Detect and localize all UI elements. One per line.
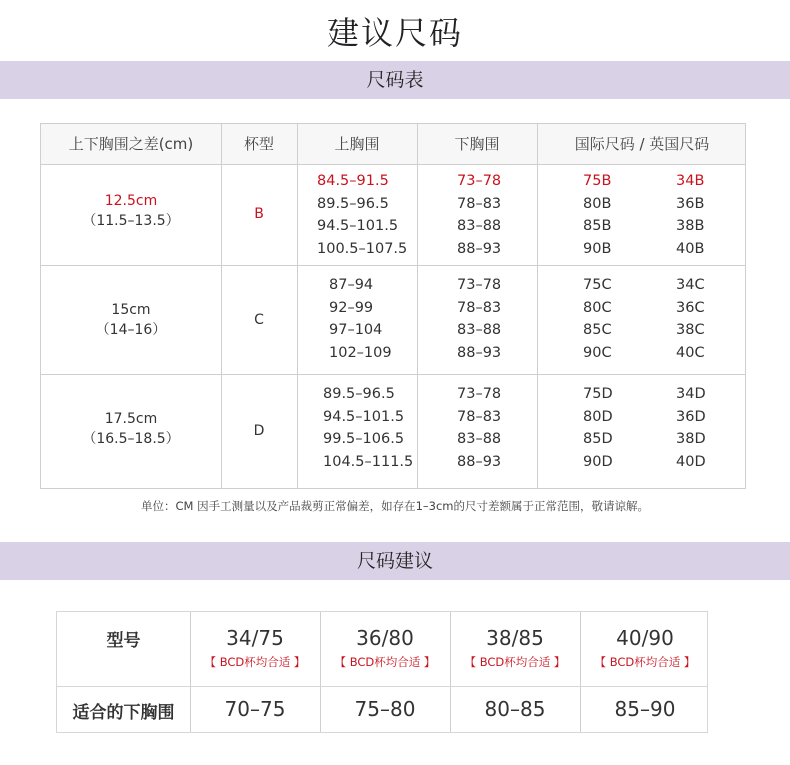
list-item: 83–88 (457, 218, 502, 234)
list-item: 87–94 (329, 277, 374, 293)
upper-bust-list (317, 170, 407, 260)
list-item: 80D (583, 408, 613, 425)
underbust-row (57, 686, 707, 732)
bust-diff-cell (41, 409, 221, 449)
underbust-label: 适合的下胸围 (72, 703, 175, 723)
cup-fit-note: 【 BCD杯均合适 】 (204, 655, 306, 669)
list-item: 84.5–91.5 (317, 173, 389, 189)
list-item: 80B (583, 195, 612, 212)
header-bust-diff: 上下胸围之差(cm) (68, 135, 194, 153)
bust-diff-range: （16.5–18.5） (82, 431, 180, 447)
bust-diff-range: （14–16） (95, 322, 167, 338)
list-item: 99.5–106.5 (323, 431, 405, 447)
list-item: 104.5–111.5 (323, 453, 414, 470)
size-recommend-table (56, 611, 708, 733)
header-intl-uk-size: 国际尺码 / 英国尺码 (574, 135, 710, 153)
list-item: 89.5–96.5 (323, 386, 395, 402)
cup-fit-note: 【 BCD杯均合适 】 (594, 655, 696, 669)
list-item: 94.5–101.5 (323, 408, 405, 425)
list-item: 85C (583, 322, 612, 338)
list-item: 38B (676, 218, 705, 234)
size-group-d (41, 375, 745, 488)
measurement-note: 单位：CM 因手工测量以及产品裁剪正常偏差，如存在1–3cm的尺寸差额属于正常范围，敬请谅解。 (140, 499, 649, 513)
list-item: 102–109 (329, 344, 392, 361)
header-upper-bust: 上胸围 (334, 135, 380, 153)
list-item: 85B (583, 218, 612, 234)
list-item: 36D (676, 408, 706, 425)
list-item: 90B (583, 240, 612, 257)
size-chart-header (41, 124, 745, 165)
list-item: 85D (583, 431, 613, 447)
underbust-value: 70–75 (224, 697, 286, 721)
model-size: 38/85 (486, 626, 544, 650)
list-item: 36C (676, 299, 705, 316)
model-cell (190, 612, 320, 670)
uk-size-list (676, 383, 706, 473)
list-item: 83–88 (457, 322, 502, 338)
size-group-b (41, 164, 745, 266)
upper-bust-list (323, 383, 413, 473)
list-item: 92–99 (329, 299, 374, 316)
list-item: 78–83 (457, 299, 502, 316)
model-row (57, 612, 707, 687)
size-chart-table (40, 123, 746, 489)
list-item: 88–93 (457, 453, 502, 470)
list-item: 88–93 (457, 240, 502, 257)
bust-diff-cell (41, 191, 221, 231)
list-item: 38D (676, 431, 706, 447)
list-item: 100.5–107.5 (317, 240, 408, 257)
model-cell (580, 612, 710, 670)
list-item: 34B (676, 173, 705, 189)
cup-type: D (253, 423, 265, 439)
header-cup: 杯型 (243, 135, 274, 153)
list-item: 40C (676, 344, 705, 361)
model-size: 40/90 (616, 626, 674, 650)
list-item: 34D (676, 386, 706, 402)
model-label: 型号 (106, 631, 141, 651)
upper-bust-list (329, 274, 392, 364)
intl-size-list (583, 170, 611, 260)
list-item: 83–88 (457, 431, 502, 447)
list-item: 88–93 (457, 344, 502, 361)
section-title-size-chart: 尺码表 (0, 61, 790, 99)
list-item: 38C (676, 322, 705, 338)
list-item: 34C (676, 277, 705, 293)
list-item: 73–78 (457, 173, 502, 189)
model-size: 34/75 (226, 626, 284, 650)
underbust-value: 85–90 (614, 697, 676, 721)
model-cell (320, 612, 450, 670)
uk-size-list (676, 274, 705, 364)
intl-size-list (583, 383, 613, 473)
uk-size-list (676, 170, 704, 260)
list-item: 80C (583, 299, 612, 316)
cup-type: C (254, 312, 264, 328)
list-item: 73–78 (457, 277, 502, 293)
list-item: 36B (676, 195, 705, 212)
section-title-size-recommend: 尺码建议 (0, 542, 790, 580)
list-item: 78–83 (457, 195, 502, 212)
cup-fit-note: 【 BCD杯均合适 】 (334, 655, 436, 669)
under-bust-list (457, 383, 501, 473)
underbust-value: 80–85 (484, 697, 546, 721)
bust-diff-value: 15cm (111, 302, 151, 318)
under-bust-list (457, 274, 501, 364)
list-item: 40B (676, 240, 705, 257)
cup-type: B (254, 206, 264, 222)
underbust-value: 75–80 (354, 697, 416, 721)
list-item: 94.5–101.5 (317, 218, 399, 234)
model-size: 36/80 (356, 626, 414, 650)
list-item: 97–104 (329, 322, 383, 338)
bust-diff-value: 12.5cm (104, 193, 158, 209)
list-item: 73–78 (457, 386, 502, 402)
list-item: 40D (676, 453, 706, 470)
cup-fit-note: 【 BCD杯均合适 】 (464, 655, 566, 669)
list-item: 75B (583, 173, 612, 189)
header-under-bust: 下胸围 (454, 135, 500, 153)
page-title: 建议尺码 (326, 14, 463, 52)
list-item: 90C (583, 344, 612, 361)
list-item: 89.5–96.5 (317, 195, 389, 212)
model-cell (450, 612, 580, 670)
list-item: 90D (583, 453, 613, 470)
intl-size-list (583, 274, 612, 364)
list-item: 78–83 (457, 408, 502, 425)
bust-diff-range: （11.5–13.5） (82, 213, 180, 229)
under-bust-list (457, 170, 501, 260)
bust-diff-cell (41, 300, 221, 340)
bust-diff-value: 17.5cm (104, 411, 158, 427)
list-item: 75C (583, 277, 612, 293)
size-group-c (41, 266, 745, 375)
list-item: 75D (583, 386, 613, 402)
